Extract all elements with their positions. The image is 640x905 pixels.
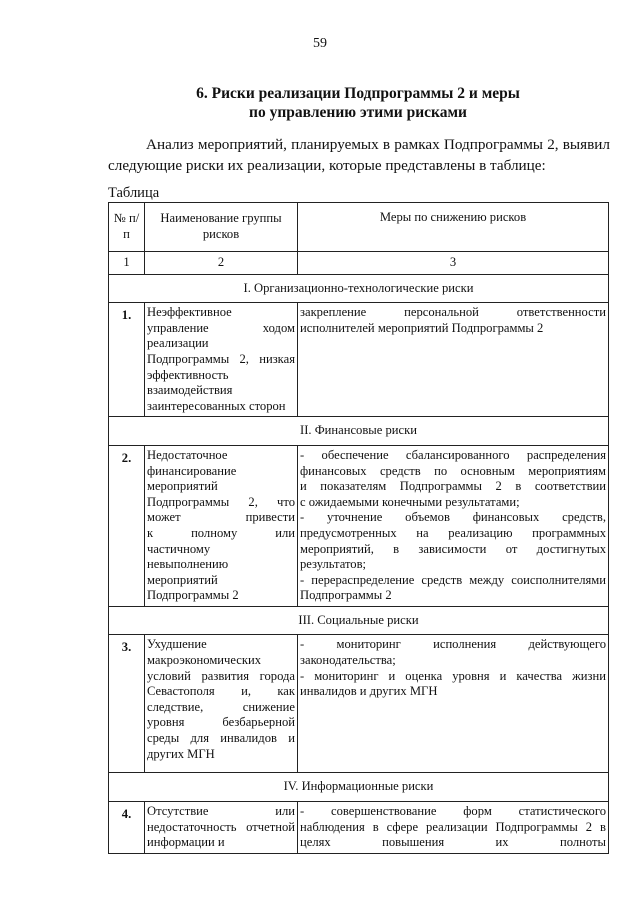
risk-name-line: Подпрограммы 2, низкая <box>147 351 295 366</box>
risk-measure-line: - совершенствование форм статистического <box>300 804 606 819</box>
risk-name <box>145 635 298 773</box>
risk-group-row <box>109 417 609 446</box>
risk-name <box>145 303 298 417</box>
column-number-1: 1 <box>109 252 145 275</box>
header-measures-cell: Меры по снижению рисков <box>298 203 609 252</box>
risk-group-row <box>109 773 609 802</box>
risk-measure-line: с ожидаемыми конечными результатами; <box>300 494 520 509</box>
risk-measures <box>298 445 609 606</box>
risk-measure-line: инвалидов и других МГН <box>300 684 438 699</box>
risk-measure-line: - перераспределение средств между соисполнителями <box>300 572 606 587</box>
risk-name-line: мероприятий <box>147 572 218 587</box>
header-number-cell: № п/п <box>109 203 145 252</box>
risk-number: 3. <box>109 635 145 773</box>
risk-group-row <box>109 606 609 635</box>
table-label: Таблица <box>108 185 160 201</box>
risk-measure-line: - уточнение объемов финансовых средств, <box>300 510 606 525</box>
page-number: 59 <box>313 36 327 51</box>
risk-measure-line: наблюдения в сфере реализации Подпрограммы 2 в <box>300 819 606 834</box>
risk-measure-line: исполнителей мероприятий Подпрограммы 2 <box>300 320 544 335</box>
risk-measure-line: результатов; <box>300 557 367 572</box>
risk-measure-line: мероприятий, в зависимости от достигнутых <box>300 541 606 556</box>
column-number-3: 3 <box>298 252 609 275</box>
risk-measures <box>298 802 609 854</box>
risk-row <box>109 303 609 417</box>
risk-measures <box>298 303 609 417</box>
risk-name-line: эффективность <box>147 367 229 382</box>
risk-name-line: Подпрограммы 2, что <box>147 494 295 509</box>
risk-name-line: управление ходом <box>147 320 295 335</box>
risk-number: 4. <box>109 802 145 854</box>
risk-measure-line: закрепление персональной ответственности <box>300 305 606 320</box>
risk-measure-line: законодательства; <box>300 653 396 668</box>
risk-measure-line: - обеспечение сбалансированного распределения <box>300 447 606 462</box>
risk-measure-line: Подпрограммы 2 <box>300 588 392 603</box>
risk-name-line: может привести <box>147 510 295 525</box>
section-heading-line-1: 6. Риски реализации Подпрограммы 2 и меры <box>196 85 520 102</box>
risk-number: 1. <box>109 303 145 417</box>
intro-paragraph: Анализ мероприятий, планируемых в рамках Подпрограммы 2, выявил следующие риски их реализации, которые представлены в таблице: <box>108 136 610 174</box>
risk-measure-line: - мониторинг и оценка уровня и качества жизни <box>300 668 606 683</box>
section-heading-line-2: по управлению этими рисками <box>249 104 467 121</box>
risk-name-line: Недостаточное <box>147 447 228 462</box>
risk-name-line: Ухудшение <box>147 637 207 652</box>
risk-name-line: финансирование <box>147 463 237 478</box>
column-numbers-row <box>109 252 609 275</box>
risk-group-title: II. Финансовые риски <box>109 417 609 446</box>
section-heading <box>108 84 608 122</box>
risk-name-line: Неэффективное <box>147 305 232 320</box>
risk-number: 2. <box>109 445 145 606</box>
risk-measure-line: финансовых средств по основным мероприятиям <box>300 463 606 478</box>
risk-name-line: заинтересованных сторон <box>147 398 286 413</box>
risk-row <box>109 635 609 773</box>
risk-name-line: следствие, снижение <box>147 699 295 714</box>
risk-group-row <box>109 274 609 303</box>
risk-row <box>109 802 609 854</box>
risk-name-line: частичному <box>147 541 211 556</box>
risk-name-line: к полному или <box>147 525 295 540</box>
risk-measures <box>298 635 609 773</box>
risk-name-line: Отсутствие или <box>147 804 295 819</box>
risk-name-line: реализации <box>147 336 209 351</box>
risk-name <box>145 445 298 606</box>
risk-name-line: среды для инвалидов и <box>147 731 295 746</box>
risk-measure-line: предусмотренных на реализацию программных <box>300 525 606 540</box>
risk-name-line: уровня безбарьерной <box>147 715 295 730</box>
column-number-2: 2 <box>145 252 298 275</box>
risk-name-line: Подпрограммы 2 <box>147 588 239 603</box>
risk-name-line: недостаточность отчетной <box>147 819 295 834</box>
risk-group-title: IV. Информационные риски <box>109 773 609 802</box>
risk-name-line: макроэкономических <box>147 653 262 668</box>
risk-group-title: I. Организационно-технологические риски <box>109 274 609 303</box>
risk-measure-line: целях повышения их полноты <box>300 835 606 850</box>
table-header-row <box>109 203 609 252</box>
risk-table <box>108 202 609 854</box>
risk-group-title: III. Социальные риски <box>109 606 609 635</box>
risk-name-line: условий развития города <box>147 668 295 683</box>
header-risk-group-cell: Наименование группы рисков <box>145 203 298 252</box>
risk-row <box>109 445 609 606</box>
risk-name-line: информации и <box>147 835 225 850</box>
risk-name <box>145 802 298 854</box>
risk-name-line: невыполнению <box>147 557 229 572</box>
risk-measure-line: - мониторинг исполнения действующего <box>300 637 606 652</box>
risk-measure-line: и показателям Подпрограммы 2 в соответствии <box>300 479 606 494</box>
risk-name-line: других МГН <box>147 746 215 761</box>
risk-name-line: мероприятий <box>147 479 218 494</box>
risk-name-line: взаимодействия <box>147 383 233 398</box>
risk-name-line: Севастополя и, как <box>147 684 295 699</box>
